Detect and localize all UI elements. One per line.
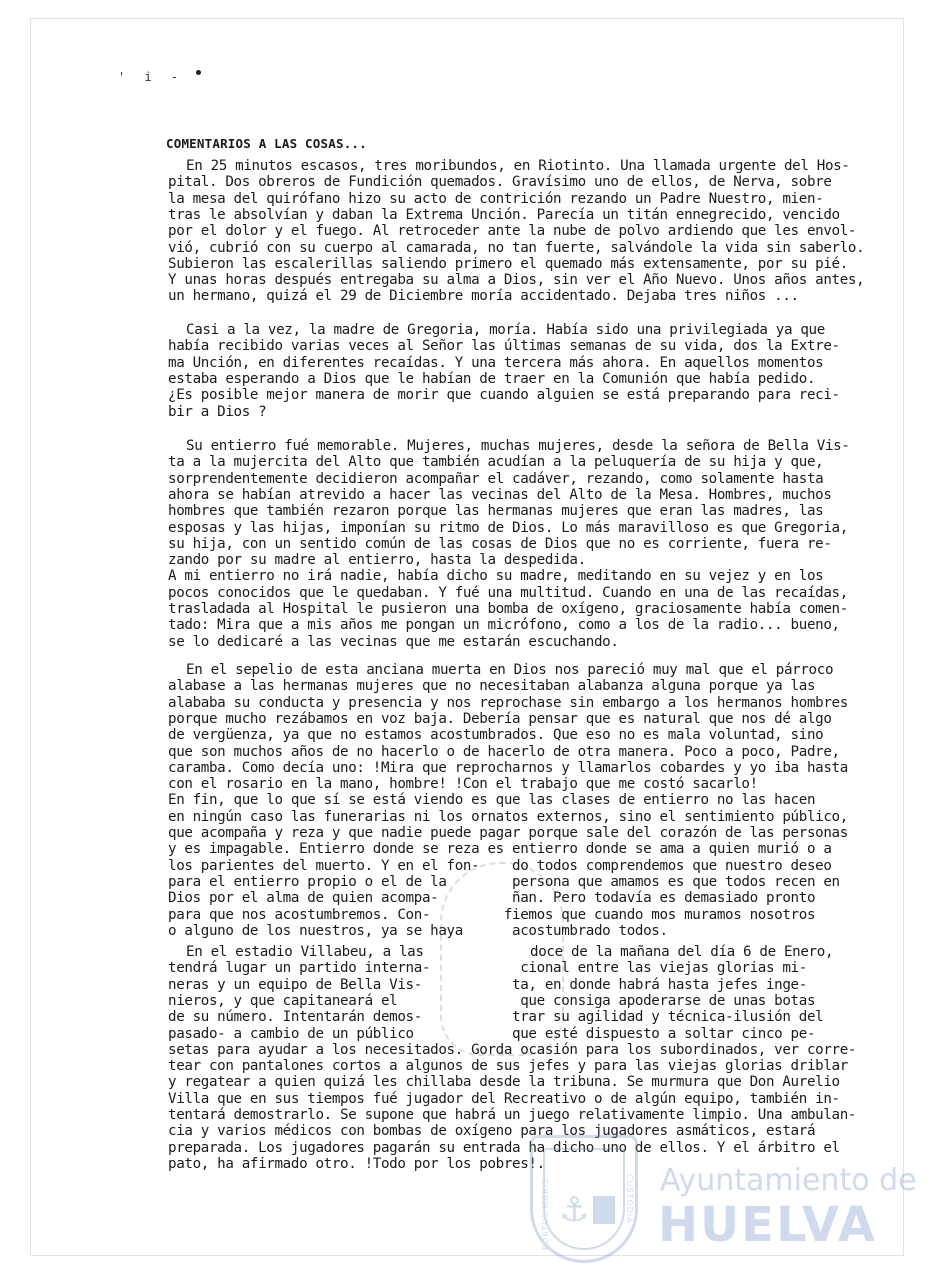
- text-line: con el rosario en la mano, hombre! !Con el trabajo que me costó sacarlo!: [168, 776, 758, 793]
- text-line: trasladada al Hospital le pusieron una bomba de oxígeno, graciosamente había comen-: [168, 601, 848, 617]
- text-line: ahora se habían atrevido a hacer las vecinas del Alto de la Mesa. Hombres, muchos: [168, 486, 832, 503]
- ink-dot: [196, 70, 201, 75]
- text-line: y es impagable. Entierro donde se reza es entierro donde se ama a quien murió o a: [168, 841, 832, 858]
- text-line: había recibido varias veces al Señor las últimas semanas de su vida, dos la Extre-: [168, 338, 840, 355]
- anchor-icon: ⚓: [559, 1190, 590, 1230]
- text-line: que son muchos años de no hacerlo o de hacerlo de otra manera. Poco a poco, Padre,: [168, 743, 840, 760]
- text-line: sorprendentemente decidieron acompañar el cadáver, rezando, como solamente hasta: [168, 470, 824, 487]
- text-line: la mesa del quirófano hizo su acto de contrición rezando un Padre Nuestro, mien-: [168, 190, 824, 207]
- text-line: en ningún caso las funerarias ni los ornatos externos, sino el sentimiento público,: [168, 808, 848, 825]
- text-line: tado: Mira que a mis años me pongan un micrófono, como a los de la radio... bueno,: [168, 617, 840, 634]
- text-line: ma Unción, en diferentes recaídas. Y una tercera más ahora. En aquellos momentos: [168, 354, 824, 371]
- text-line: su hija, con un sentido común de las cosas de Dios que no es corriente, fuera re-: [168, 535, 832, 552]
- text-line: tear con pantalones cortos a algunos de sus jefes y para las viejas glorias driblar: [168, 1058, 848, 1075]
- text-line: estaba esperando a Dios que le habían de traer en la Comunión que había pedido.: [168, 370, 816, 387]
- text-line: alababa su conducta y presencia y nos reprochase sin embargo a los hermanos hombres: [168, 694, 848, 711]
- text-line: nieros, y que capitaneará el que consiga apoderarse de unas botas: [168, 992, 816, 1009]
- text-line: cia y varios médicos con bombas de oxígeno para los jugadores asmáticos, estará: [168, 1123, 816, 1140]
- text-line: pocos conocidos que le quedaban. Y fué una multitud. Cuando en una de las recaídas,: [168, 584, 848, 601]
- text-line: zando por su madre al entierro, hasta la despedida.: [168, 552, 586, 569]
- margin-marks: ' i -: [118, 70, 185, 84]
- text-line: se lo dedicaré a las vecinas que me estarán escuchando.: [168, 633, 619, 650]
- text-line: Casi a la vez, la madre de Gregoria, moría. Había sido una privilegiada ya que: [186, 322, 825, 338]
- text-line: alabase a las hermanas mujeres que no necesitaban alabanza alguna porque ya las: [168, 678, 816, 695]
- text-line: Dios por el alma de quien acompa- ñan. Pero todavía es demasiado pronto: [168, 890, 816, 907]
- text-line: caramba. Como decía uno: !Mira que reprocharnos y llamarlos cobardes y yo iba hasta: [168, 759, 848, 776]
- text-line: tentará demostrarlo. Se supone que habrá un juego relativamente limpio. Una ambulan-: [168, 1107, 857, 1123]
- text-line: para que nos acostumbremos. Con- fiemos que cuando mos muramos nosotros: [168, 906, 816, 923]
- text-line: pital. Dos obreros de Fundición quemados. Gravísimo uno de ellos, de Nerva, sobre: [168, 174, 832, 191]
- text-line: de su número. Intentarán demos- trar su agilidad y técnica-ilusión del: [168, 1009, 824, 1026]
- text-line: pasado- a cambio de un público que esté dispuesto a soltar cinco pe-: [168, 1025, 816, 1042]
- text-line: porque mucho rezábamos en voz baja. Debería pensar que es natural que nos dé algo: [168, 710, 832, 727]
- text-line: Y unas horas después entregaba su alma a Dios, sin ver el Año Nuevo. Unos años antes,: [168, 272, 865, 289]
- tower-icon: [593, 1196, 615, 1224]
- text-line: tendrá lugar un partido interna- cional entre las viejas glorias mi-: [168, 960, 807, 977]
- text-line: esposas y las hijas, imponían su ritmo de Dios. Lo más maravilloso es que Gregoria,: [168, 519, 848, 536]
- text-line: que acompaña y reza y que nadie puede pagar porque sale del corazón de las personas: [168, 825, 848, 841]
- text-line: neras y un equipo de Bella Vis- ta, en donde habrá hasta jefes inge-: [168, 976, 807, 993]
- text-line: Subieron las escalerillas saliendo primero el quemado más extensamente, por su pié.: [168, 255, 848, 272]
- text-line: un hermano, quizá el 29 de Diciembre moría accidentado. Dejaba tres niños ...: [168, 288, 799, 305]
- text-line: y regatear a quien quizá les chillaba desde la tribuna. Se murmura que Don Aurelio: [168, 1074, 840, 1091]
- watermark-line1: Ayuntamiento de: [660, 1163, 917, 1198]
- text-line: vió, cubrió con su cuerpo al camarada, no tan fuerte, salvándole la vida sin saberlo.: [168, 239, 865, 256]
- text-line: pato, ha afirmado otro. !Todo por los pobres!.: [168, 1155, 545, 1172]
- text-line: hombres que también rezaron porque las hermanas mujeres que eran las madres, las: [168, 503, 824, 520]
- text-line: ¿Es posible mejor manera de morir que cuando alguien se está preparando para reci-: [168, 387, 840, 404]
- document-heading: COMENTARIOS A LAS COSAS...: [166, 136, 367, 151]
- huelva-watermark: [530, 1135, 917, 1265]
- text-line: setas para ayudar a los necesitados. Gorda ocasión para los subordinados, ver corre-: [168, 1041, 857, 1058]
- text-line: En 25 minutos escasos, tres moribundos, en Riotinto. Una llamada urgente del Hos-: [186, 158, 850, 174]
- text-line: por el dolor y el fuego. Al retroceder ante la nube de polvo ardiendo que les envol-: [168, 223, 857, 240]
- coat-of-arms-icon: [530, 1135, 638, 1263]
- text-line: preparada. Los jugadores pagarán su entrada ha dicho uno de ellos. Y el árbitro el: [168, 1139, 840, 1156]
- shield-motto-right: CUSTODIA: [625, 1174, 634, 1224]
- text-line: de vergüenza, ya que no estamos acostumbrados. Que eso no es mala voluntad, sino: [168, 727, 824, 744]
- text-line: bir a Dios ?: [168, 403, 267, 420]
- text-line: o alguno de los nuestros, ya se haya acostumbrado todos.: [168, 922, 668, 939]
- text-line: En el estadio Villabeu, a las doce de la mañana del día 6 de Enero,: [186, 944, 834, 960]
- text-line: A mi entierro no irá nadie, había dicho su madre, meditando en su vejez y en los: [168, 568, 824, 585]
- text-line: los parientes del muerto. Y en el fon- do todos comprendemos que nuestro deseo: [168, 857, 832, 874]
- text-line: Su entierro fué memorable. Mujeres, muchas mujeres, desde la señora de Bella Vis-: [186, 438, 850, 454]
- text-line: En el sepelio de esta anciana muerta en Dios nos pareció muy mal que el párroco: [186, 662, 834, 678]
- text-line: Villa que en sus tiempos fué jugador del Recreativo o de algún equipo, también in-: [168, 1090, 840, 1107]
- text-line: ta a la mujercita del Alto que también acudían a la peluquería de su hija y que,: [168, 454, 824, 471]
- text-line: tras le absolvían y daban la Extrema Unción. Parecía un titán ennegrecido, vencido: [168, 206, 840, 223]
- text-line: para el entierro propio o el de la persona que amamos es que todos recen en: [168, 873, 840, 890]
- text-line: En fin, que lo que sí se está viendo es que las clases de entierro no las hacen: [168, 792, 816, 809]
- watermark-line2: HUELVA: [658, 1197, 877, 1253]
- shield-motto-left: PORTUS MARIS: [541, 1178, 550, 1250]
